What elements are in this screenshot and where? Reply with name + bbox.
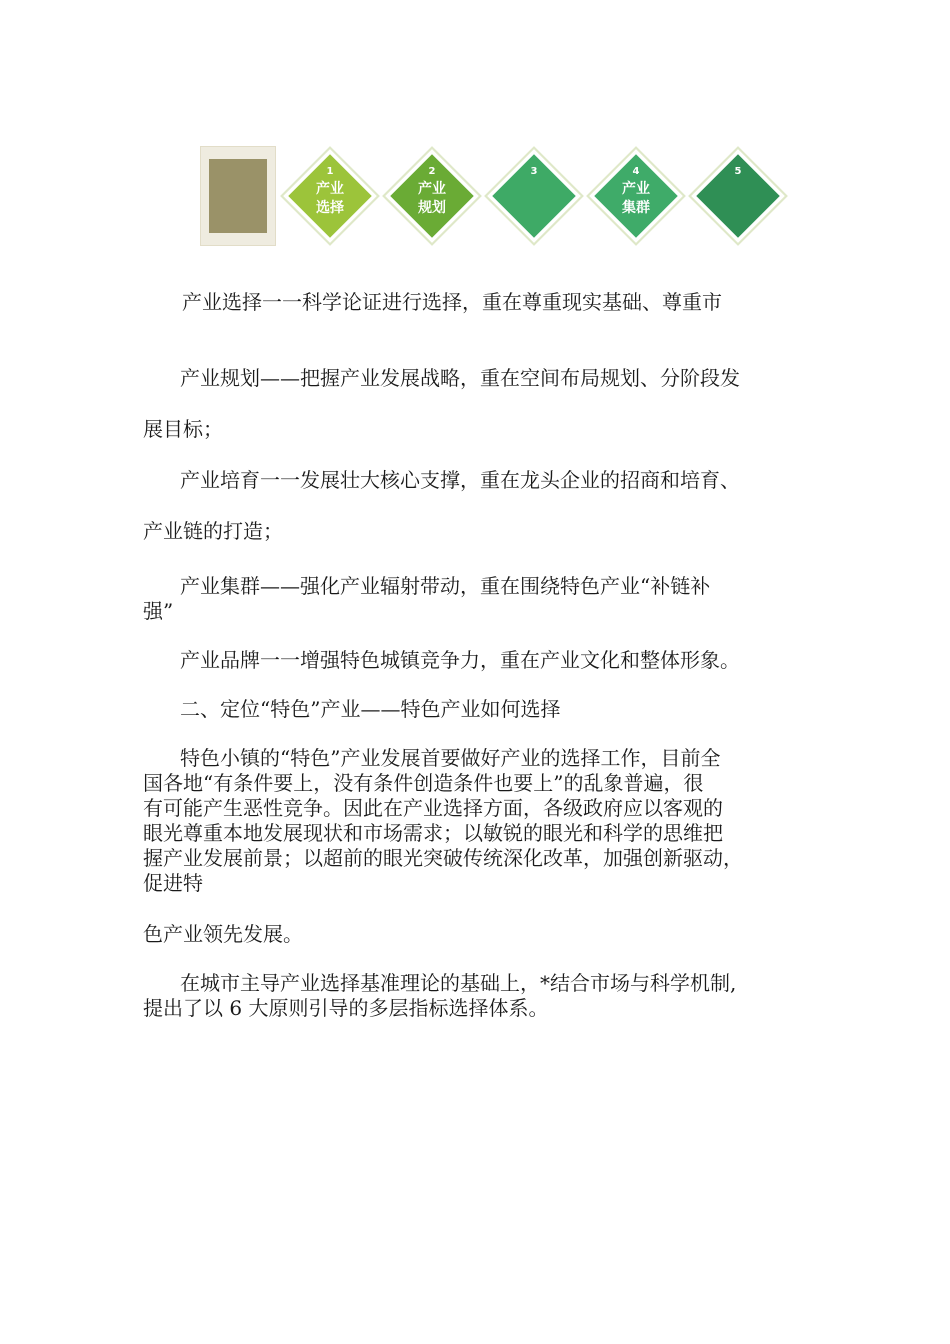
para-body-3: 有可能产生恶性竞争。因此在产业选择方面，各级政府应以客观的 — [143, 796, 723, 820]
para-body-1: 特色小镇的“特色”产业发展首要做好产业的选择工作，目前全 — [180, 746, 721, 770]
para-cultivation: 产业培育一一发展壮大核心支撑，重在龙头企业的招商和培育、 — [180, 468, 740, 492]
para-cluster-cont: 强” — [143, 599, 174, 623]
step-diamond-3 — [488, 150, 580, 242]
step-number: 5 — [734, 166, 742, 177]
intro-tile-inner — [209, 159, 267, 233]
step-label: 产业 选择 — [316, 181, 344, 216]
para-cultivation-cont: 产业链的打造； — [143, 519, 283, 543]
para-system-2: 提出了以 6 大原则引导的多层指标选择体系。 — [143, 996, 549, 1020]
step-diamond-4 — [590, 150, 682, 242]
step-diamond-2 — [386, 150, 478, 242]
step-label: 产业 集群 — [622, 181, 650, 216]
step-label: 产业 规划 — [418, 181, 446, 216]
para-body-7: 色产业领先发展。 — [143, 922, 303, 946]
para-body-6: 促进特 — [143, 871, 203, 895]
para-selection: 产业选择一一科学论证进行选择，重在尊重现实基础、尊重市 — [182, 290, 722, 314]
para-planning: 产业规划——把握产业发展战略，重在空间布局规划、分阶段发 — [180, 366, 740, 390]
para-body-4: 眼光尊重本地发展现状和市场需求；以敏锐的眼光和科学的思维把 — [143, 821, 723, 845]
step-diamond-1 — [284, 150, 376, 242]
intro-tile — [200, 146, 276, 246]
industry-steps-figure — [196, 142, 792, 250]
section-heading: 二、定位“特色”产业——特色产业如何选择 — [180, 697, 561, 721]
para-system-1: 在城市主导产业选择基准理论的基础上，*结合市场与科学机制, — [180, 971, 737, 995]
para-cluster: 产业集群——强化产业辐射带动，重在围绕特色产业“补链补 — [180, 574, 711, 598]
para-planning-cont: 展目标； — [143, 417, 223, 441]
para-brand: 产业品牌一一增强特色城镇竞争力，重在产业文化和整体形象。 — [180, 648, 740, 672]
step-diamond-5 — [692, 150, 784, 242]
para-body-2: 国各地“有条件要上，没有条件创造条件也要上”的乱象普遍，很 — [143, 771, 704, 795]
step-number: 4 — [632, 166, 640, 177]
para-body-5: 握产业发展前景；以超前的眼光突破传统深化改革，加强创新驱动， — [143, 846, 743, 870]
step-number: 3 — [530, 166, 538, 177]
step-number: 2 — [428, 166, 436, 177]
step-number: 1 — [326, 166, 334, 177]
